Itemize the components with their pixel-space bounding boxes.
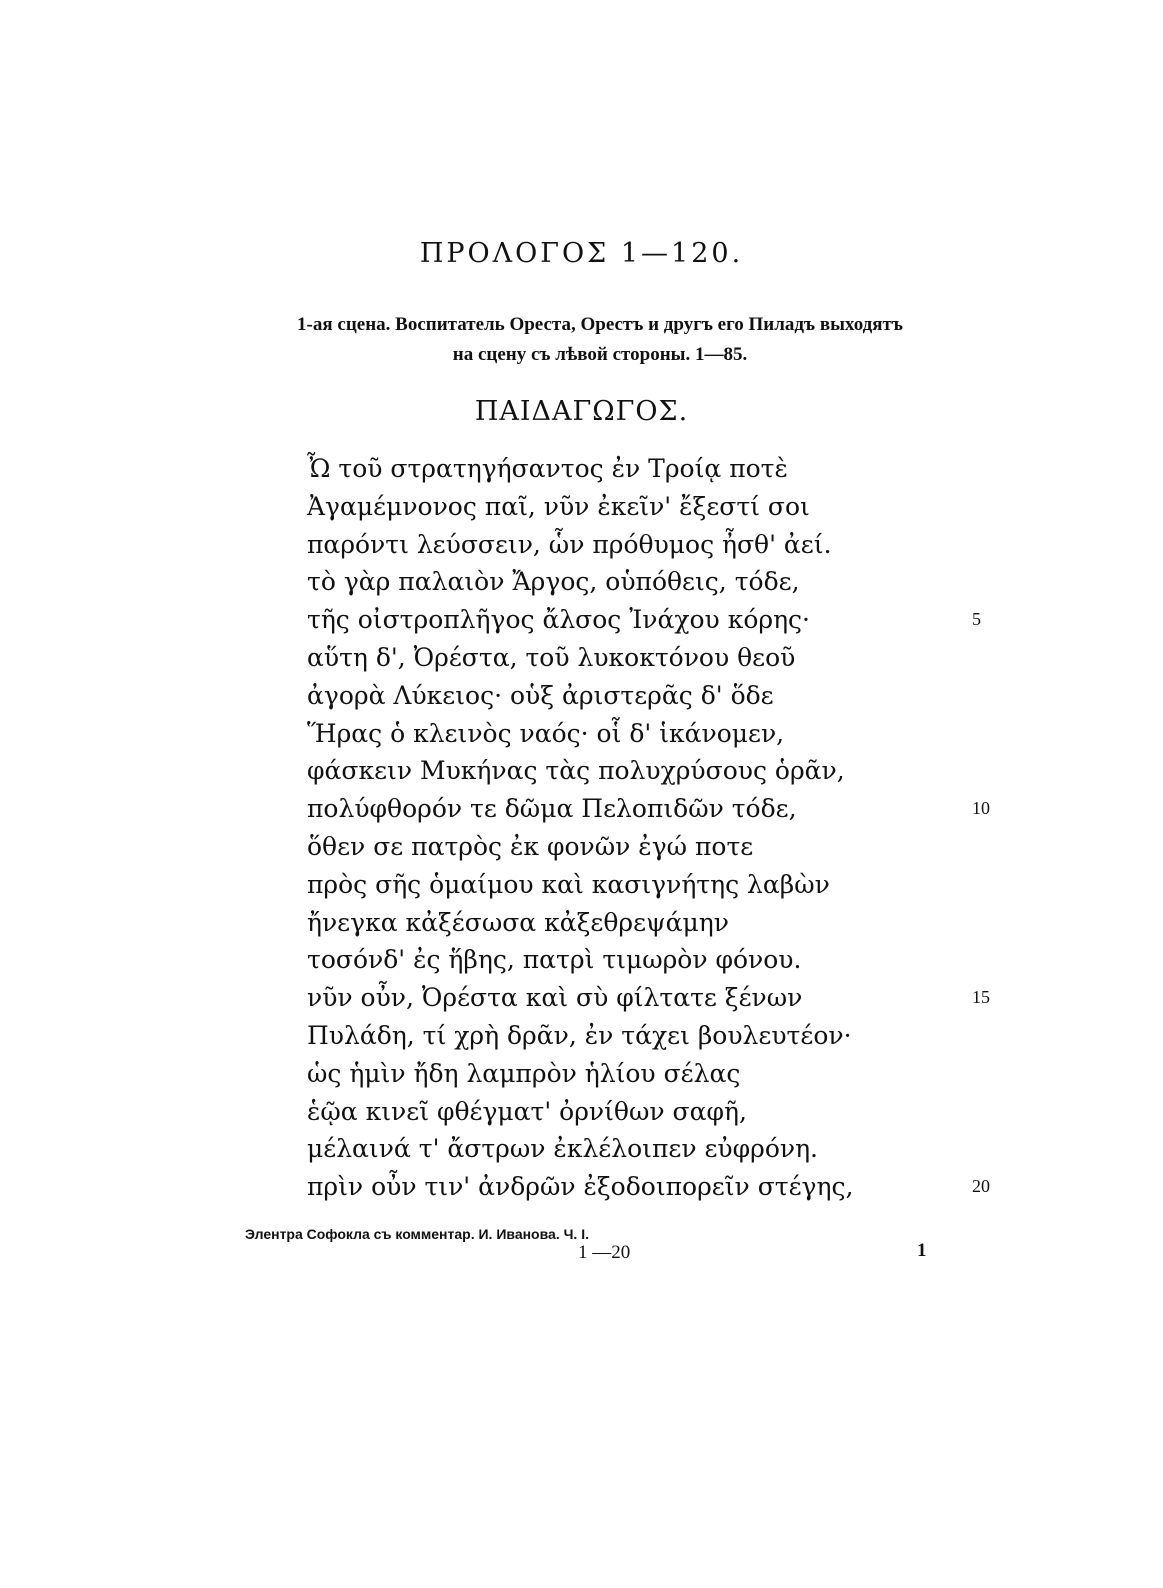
verse-line — [307, 677, 1007, 715]
verse-text: ὅθεν σε πατρὸς ἐκ φονῶν ἐγώ ποτε — [307, 831, 754, 861]
verse-text: τοσόνδ' ἐς ἥβης, πατρὶ τιμωρὸν φόνου. — [307, 945, 802, 975]
verse-line — [307, 752, 1007, 790]
verse-text: ἀγορὰ Λύκειος· οὑξ ἀριστερᾶς δ' ὅδε — [307, 680, 774, 710]
section-title: ΠΡΟΛΟΓΟΣ 1—120. — [419, 238, 744, 269]
verse-line — [307, 1055, 1007, 1093]
verse-line — [307, 828, 1007, 866]
verse-text: φάσκειν Μυκήνας τὰς πολυχρύσους ὁρᾶν, — [307, 756, 845, 786]
verse-line — [307, 488, 1007, 526]
verse-line — [307, 979, 1007, 1017]
verse-line — [307, 450, 1007, 488]
verse-text: μέλαινά τ' ἄστρων ἐκλέλοιπεν εὐφρόνη. — [307, 1134, 818, 1164]
verse-text: πρὶν οὖν τιν' ἀνδρῶν ἐξοδοιπορεῖν στέγης, — [307, 1172, 854, 1202]
verse-line — [307, 790, 1007, 828]
verse-text: Ὦ τοῦ στρατηγήσαντος ἐν Τροίᾳ ποτὲ — [307, 454, 788, 483]
speaker-name: ΠΑΙΔΑΓΩΓΟΣ. — [474, 396, 689, 427]
scene-description-line-1: 1-ая сцена. Воспитатель Ореста, Орестъ и другъ его Пиладъ выходятъ — [297, 314, 903, 335]
verse-text: αὕτη δ', Ὀρέστα, τοῦ λυκοκτόνου θεοῦ — [307, 642, 796, 672]
verse-line — [307, 639, 1007, 677]
verse-block — [307, 450, 1007, 1206]
verse-line — [307, 563, 1007, 601]
verse-text: πρὸς σῆς ὁμαίμου καὶ κασιγνήτης λαβὼν — [307, 869, 830, 899]
verse-text: παρόντι λεύσσειν, ὧν πρόθυμος ἦσθ' ἀεί. — [307, 529, 832, 559]
footer-note: Элентра Софокла съ комментар. И. Иванова. Ч. I. — [245, 1226, 589, 1242]
verse-text: ἤνεγκα κἀξέσωσα κἀξεθρεψάμην — [307, 907, 729, 937]
verse-line — [307, 1168, 1007, 1206]
verse-number: 15 — [972, 987, 990, 1008]
verse-number: 5 — [972, 609, 981, 630]
verse-text: ἑῷα κινεῖ φθέγματ' ὀρνίθων σαφῆ, — [307, 1096, 747, 1126]
verse-number: 10 — [972, 798, 990, 819]
verse-text: πολύφθορόν τε δῶμα Πελοπιδῶν τόδε, — [307, 794, 797, 824]
verse-line — [307, 1093, 1007, 1131]
signature-range: 1 —20 — [578, 1242, 631, 1263]
verse-line — [307, 715, 1007, 753]
scene-description-line-2: на сцену съ лѣвой стороны. 1—85. — [452, 344, 748, 365]
verse-line — [307, 601, 1007, 639]
verse-number: 20 — [972, 1176, 990, 1197]
verse-text: Ἥρας ὁ κλεινὸς ναός· οἷ δ' ἱκάνομεν, — [307, 718, 785, 748]
verse-line — [307, 1130, 1007, 1168]
verse-text: Ἀγαμέμνονος παῖ, νῦν ἐκεῖν' ἔξεστί σοι — [307, 491, 810, 521]
verse-line — [307, 866, 1007, 904]
verse-text: τὸ γὰρ παλαιὸν Ἄργος, οὑπόθεις, τόδε, — [307, 567, 800, 597]
verse-text: ὡς ἡμὶν ἤδη λαμπρὸν ἡλίου σέλας — [307, 1058, 741, 1088]
verse-text: τῆς οἰστροπλῆγος ἄλσος Ἰνάχου κόρης· — [307, 605, 810, 635]
signature-number: 1 — [917, 1240, 927, 1261]
verse-line — [307, 526, 1007, 564]
verse-line — [307, 904, 1007, 942]
verse-line — [307, 1017, 1007, 1055]
scene-description — [190, 310, 1010, 370]
verse-text: νῦν οὖν, Ὀρέστα καὶ σὺ φίλτατε ξένων — [307, 983, 803, 1013]
verse-text: Πυλάδη, τί χρὴ δρᾶν, ἐν τάχει βουλευτέον· — [307, 1020, 852, 1050]
verse-line — [307, 941, 1007, 979]
